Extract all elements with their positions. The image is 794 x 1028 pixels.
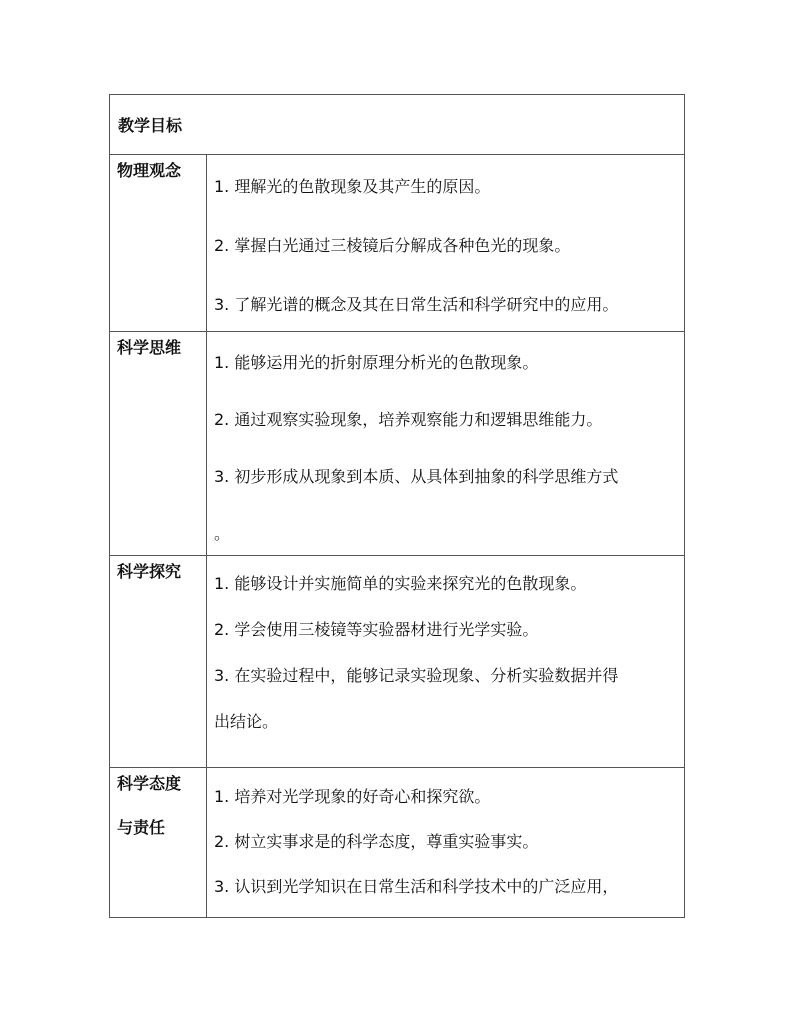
objective-item: 2. 树立实事求是的科学态度，尊重实验事实。	[214, 832, 539, 851]
table-row	[110, 332, 685, 556]
row-label-cell	[110, 768, 207, 917]
row-label: 与责任	[117, 818, 166, 837]
table-row	[110, 768, 685, 918]
objective-item-continuation: 出结论。	[214, 712, 279, 731]
row-content-cell	[207, 556, 685, 767]
row-content-cell	[207, 332, 685, 555]
objective-item: 3. 初步形成从现象到本质、从具体到抽象的科学思维方式	[214, 467, 619, 486]
table-header-row	[110, 95, 685, 155]
objective-item: 2. 学会使用三棱镜等实验器材进行光学实验。	[214, 620, 539, 639]
row-content-cell	[207, 768, 685, 917]
objective-item: 1. 培养对光学现象的好奇心和探究欲。	[214, 787, 491, 806]
objective-item: 1. 能够设计并实施简单的实验来探究光的色散现象。	[214, 574, 587, 593]
objective-item: 1. 理解光的色散现象及其产生的原因。	[214, 177, 491, 196]
objective-item: 2. 掌握白光通过三棱镜后分解成各种色光的现象。	[214, 236, 571, 255]
objective-item: 2. 通过观察实验现象，培养观察能力和逻辑思维能力。	[214, 410, 603, 429]
row-content-cell	[207, 155, 685, 331]
table-row	[110, 556, 685, 768]
row-label: 科学探究	[117, 562, 182, 581]
row-label-cell	[110, 556, 207, 767]
table-row	[110, 155, 685, 332]
objective-item: 3. 在实验过程中，能够记录实验现象、分析实验数据并得	[214, 666, 619, 685]
objective-item: 1. 能够运用光的折射原理分析光的色散现象。	[214, 353, 539, 372]
teaching-objectives-table	[109, 94, 685, 918]
objective-item: 3. 了解光谱的概念及其在日常生活和科学研究中的应用。	[214, 295, 619, 314]
row-label-cell	[110, 155, 207, 331]
row-label: 科学思维	[117, 338, 182, 357]
table-header: 教学目标	[118, 116, 183, 135]
objective-item-continuation: 。	[214, 524, 231, 543]
row-label-cell	[110, 332, 207, 555]
row-label: 科学态度	[117, 774, 182, 793]
row-label: 物理观念	[117, 161, 182, 180]
objective-item: 3. 认识到光学知识在日常生活和科学技术中的广泛应用，	[214, 877, 619, 896]
